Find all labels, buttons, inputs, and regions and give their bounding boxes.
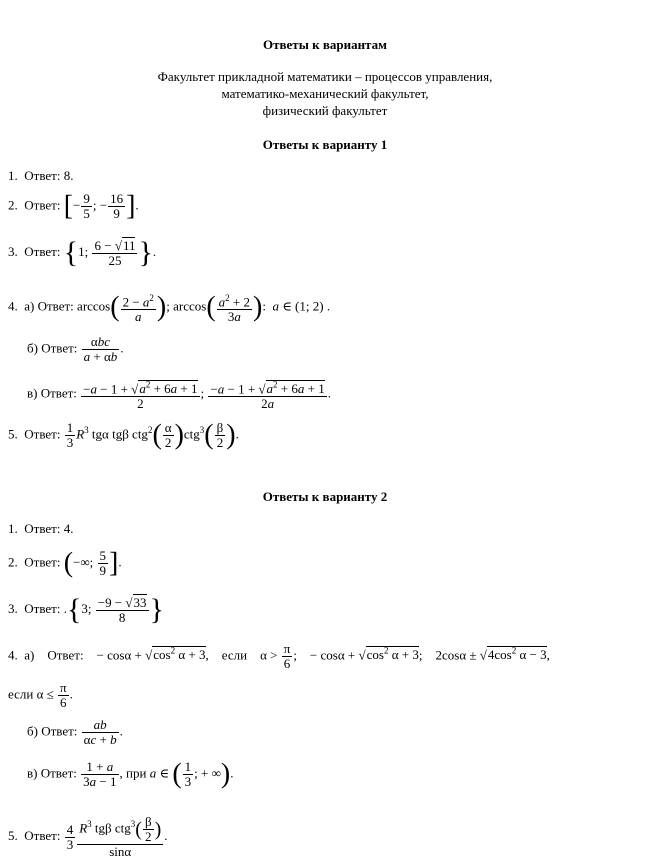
faculty-line-1: Факультет прикладной математики – процессов управления,	[157, 69, 493, 84]
variant2-heading: Ответы к варианту 2	[262, 489, 388, 504]
faculty-line-2: математико-механический факультет,	[221, 86, 429, 101]
v2-answer-1: 1. Ответ: 4.	[8, 521, 74, 536]
faculty-line-3: физический факультет	[262, 103, 388, 118]
v2-answer-4v: в) Ответ: $\frac{1 + a}{3a - 1}$ , при a ∈ ( $\frac{1}{3}$ ; + ∞).	[27, 758, 234, 790]
v1-answer-5: 5. Ответ: $\frac{1}{3}$ $R^3$ tgα tgβ ctg$^2$( $\frac{\alpha}{2}$ )ctg$^3$( $\frac{\beta}{2}$ ).	[8, 419, 239, 451]
v1-answer-1: 1. Ответ: 8.	[8, 168, 74, 183]
v2-answer-2: 2. Ответ: (−∞; $\frac{5}{9}$ ].	[8, 547, 122, 579]
v1-answer-3: 3. Ответ: {1; $\frac{6 - √11}{25}$ }.	[8, 236, 157, 269]
v1-answer-4v: в) Ответ: $\frac{-a - 1 + √a^2 + 6a + 1}{2}$ ; $\frac{-a - 1 + √a^2 + 6a + 1}{2a}$ .	[27, 380, 331, 412]
v2-answer-5: 5. Ответ: $\frac{4}{3}$ $R^3$ tgβ ctg$^3$( $\frac{\beta}{2}$ ) sinα .	[8, 814, 168, 859]
page-title: Ответы к вариантам	[263, 37, 387, 52]
v2-answer-4b: б) Ответ: $\frac{ab}{\alpha c + b}$ .	[27, 717, 123, 747]
v1-answer-2: 2. Ответ: [− $\frac{9}{5}$ ; − $\frac{16}{9}$ ].	[8, 190, 139, 222]
v2-answer-4a-cont: если α ≤ $\frac{\pi}{6}$ .	[8, 680, 73, 710]
v1-answer-4a: 4. а) Ответ: arccos( $\frac{2 - a^2}{a}$ ); arccos( $\frac{a^2 + 2}{3a}$ ): a ∈ (1; 2) .	[8, 291, 331, 325]
v1-answer-4b: б) Ответ: αbc a + αb .	[27, 334, 124, 364]
variant1-heading: Ответы к варианту 1	[262, 137, 388, 152]
v2-answer-3: 3. Ответ: .{3; $\frac{-9 - √33}{8}$ }	[8, 593, 164, 626]
v2-answer-4a: 4. а) Ответ: − $\cos\alpha + √\cos^2$ α + 3, если α > $\frac{\pi}{6}$ ; − $\cos\alpha + √\cos^2$ α + 3; $2\cos\alpha \pm √4\cos^2$ α − 3,	[8, 641, 550, 671]
